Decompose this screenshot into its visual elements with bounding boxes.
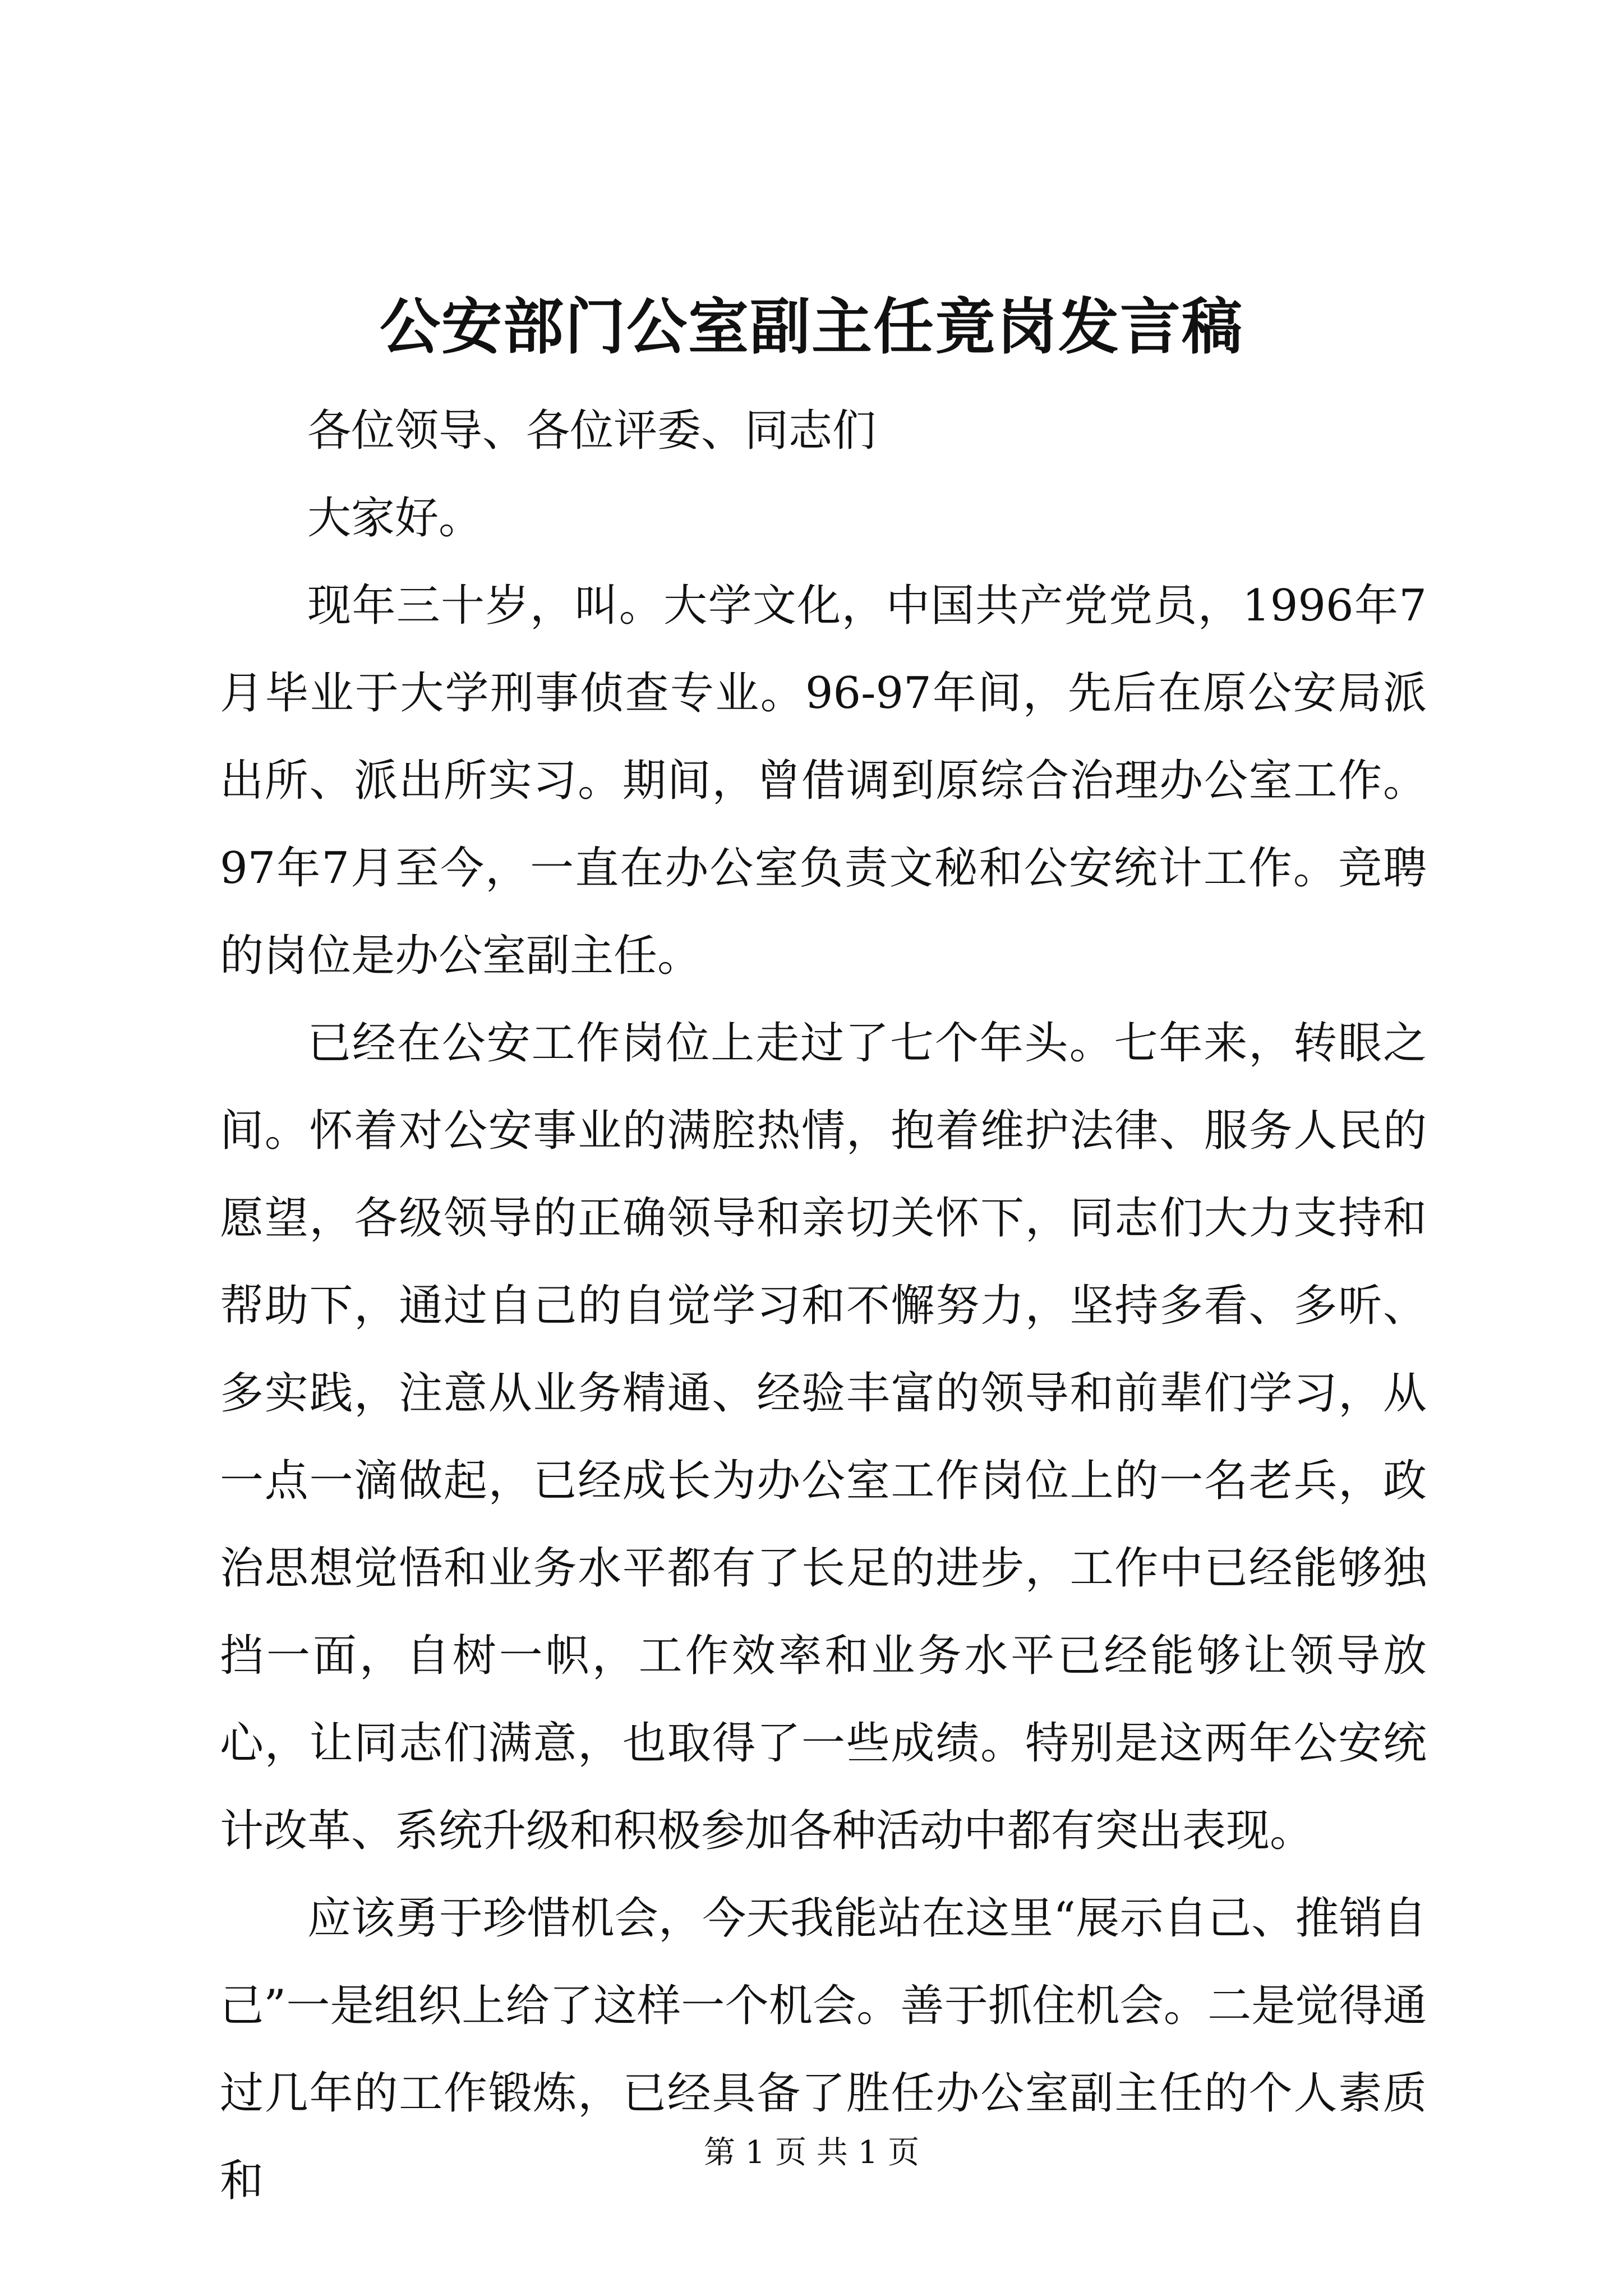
salutation-line: 各位领导、各位评委、同志们 xyxy=(307,406,877,456)
document-title: 公安部门公室副主任竟岗发言稿 xyxy=(379,292,1243,362)
body-paragraph: 应该勇于珍惜机会，今天我能站在这里“展示自己、推销自己”一是组织上给了这样一个机会。善于抓住机会。二是觉得通过几年的工作锻炼，已经具备了胜任办公室副主任的个人素质和 xyxy=(220,1893,1427,2206)
page-footer: 第 1 页 共 1 页 xyxy=(703,2134,920,2171)
body-paragraph: 现年三十岁，叫。大学文化，中国共产党党员，1996年7月毕业于大学刑事侦查专业。96-97年间，先后在原公安局派出所、派出所实习。期间，曾借调到原综合治理办公室工作。97年7月至今，一直在办公室负责文秘和公安统计工作。竞聘的岗位是办公室副主任。 xyxy=(220,581,1427,981)
document-body xyxy=(220,387,1427,2225)
body-paragraph: 已经在公安工作岗位上走过了七个年头。七年来，转眼之间。怀着对公安事业的满腔热情，抱着维护法律、服务人民的愿望，各级领导的正确领导和亲切关怀下，同志们大力支持和帮助下，通过自己的自觉学习和不懈努力，坚持多看、多听、多实践，注意从业务精通、经验丰富的领导和前辈们学习，从一点一滴做起，已经成长为办公室工作岗位上的一名老兵，政治思想觉悟和业务水平都有了长足的进步，工作中已经能够独挡一面，自树一帜，工作效率和业务水平已经能够让领导放心，让同志们满意，也取得了一些成绩。特别是这两年公安统计改革、系统升级和积极参加各种活动中都有突出表现。 xyxy=(220,1018,1427,1856)
greeting-line: 大家好。 xyxy=(307,493,483,544)
